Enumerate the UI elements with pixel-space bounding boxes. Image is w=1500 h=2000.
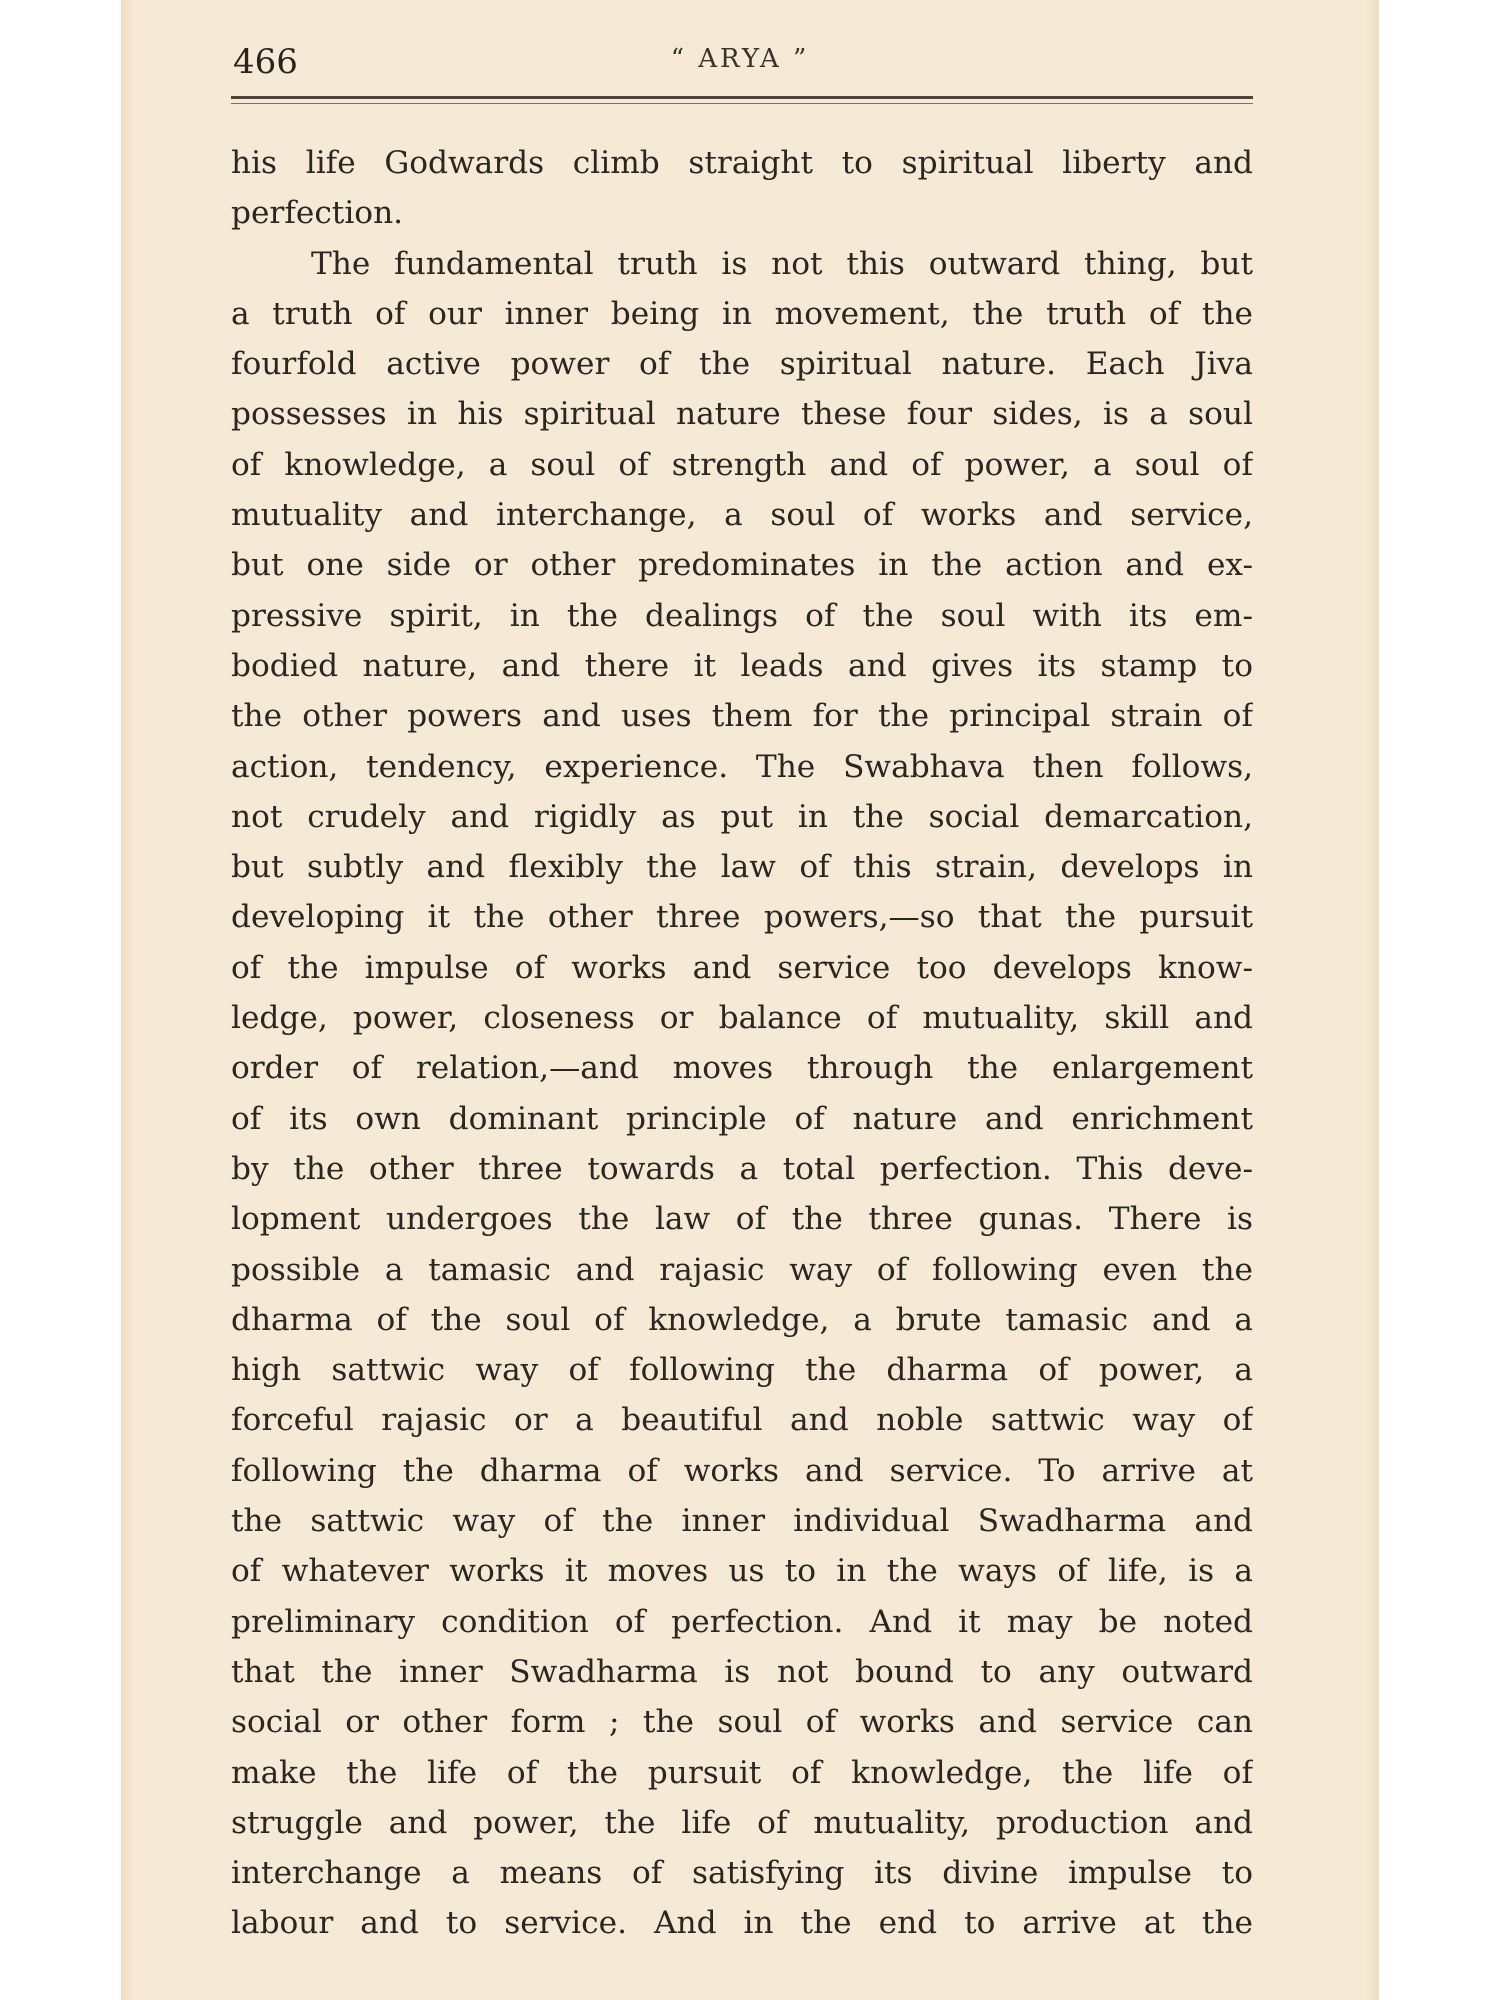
text-line: possible a tamasic and rajasic way of following even the [231, 1251, 1253, 1288]
text-line: The fundamental truth is not this outward thing, but [311, 245, 1253, 282]
text-line: make the life of the pursuit of knowledge, the life of [231, 1754, 1253, 1791]
page-header [233, 42, 1247, 82]
text-line: forceful rajasic or a beautiful and noble sattwic way of [231, 1402, 1253, 1439]
text-line: preliminary condition of perfection. And it may be noted [231, 1603, 1253, 1640]
text-line: ledge, power, closeness or balance of mutuality, skill and [231, 1000, 1253, 1037]
header-rule [231, 96, 1253, 104]
text-line: following the dharma of works and service. To arrive at [231, 1452, 1253, 1489]
text-line: bodied nature, and there it leads and gives its stamp to [231, 647, 1253, 684]
text-line: dharma of the soul of knowledge, a brute tamasic and a [231, 1301, 1253, 1338]
text-line: pressive spirit, in the dealings of the soul with its em- [231, 597, 1253, 634]
page-edge-right [1365, 0, 1379, 2000]
text-line: high sattwic way of following the dharma of power, a [231, 1352, 1253, 1389]
text-line: but one side or other predominates in the action and ex- [231, 547, 1253, 584]
text-line: mutuality and interchange, a soul of works and service, [231, 497, 1253, 534]
text-line: but subtly and flexibly the law of this strain, develops in [231, 849, 1253, 886]
text-line: developing it the other three powers,—so that the pursuit [231, 899, 1253, 936]
text-line: by the other three towards a total perfection. This deve- [231, 1150, 1253, 1187]
text-line: perfection. [231, 195, 404, 232]
text-line: the sattwic way of the inner individual Swadharma and [231, 1503, 1253, 1540]
text-line: order of relation,—and moves through the enlargement [231, 1050, 1253, 1087]
text-line: lopment undergoes the law of the three gunas. There is [231, 1201, 1253, 1238]
text-line: interchange a means of satisfying its divine impulse to [231, 1855, 1253, 1892]
text-line: the other powers and uses them for the principal strain of [231, 698, 1253, 735]
book-page [121, 0, 1379, 2000]
text-line: of whatever works it moves us to in the ways of life, is a [231, 1553, 1253, 1590]
page-edge-left [121, 0, 135, 2000]
text-line: not crudely and rigidly as put in the social demarcation, [231, 798, 1253, 835]
text-line: fourfold active power of the spiritual nature. Each Jiva [231, 346, 1253, 383]
text-line: that the inner Swadharma is not bound to any outward [231, 1653, 1253, 1690]
text-line: social or other form ; the soul of works and service can [231, 1704, 1253, 1741]
text-line: of knowledge, a soul of strength and of power, a soul of [231, 446, 1253, 483]
text-line: possesses in his spiritual nature these four sides, is a soul [231, 396, 1253, 433]
text-line: labour and to service. And in the end to arrive at the [231, 1905, 1253, 1942]
text-line: his life Godwards climb straight to spiritual liberty and [231, 145, 1253, 181]
body-text [231, 138, 1253, 1949]
running-title: “ ARYA ” [670, 44, 810, 74]
page-number: 466 [233, 42, 298, 82]
text-line: struggle and power, the life of mutuality, production and [231, 1804, 1253, 1841]
text-line: a truth of our inner being in movement, the truth of the [231, 295, 1253, 332]
text-line: action, tendency, experience. The Swabhava then follows, [231, 748, 1253, 785]
text-line: of its own dominant principle of nature and enrichment [231, 1100, 1253, 1137]
text-line: of the impulse of works and service too develops know- [231, 949, 1253, 986]
